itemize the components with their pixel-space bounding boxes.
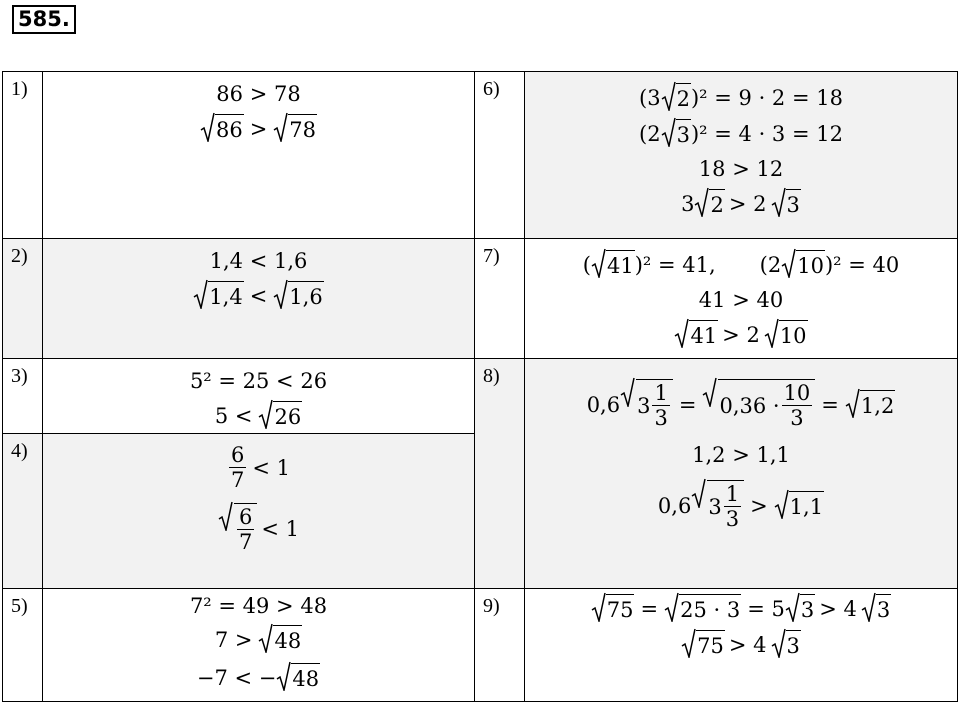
cell-8-line-1: 0,6 3 $\frac{1}{3}$ = 0,36 · $\frac{10}{3}$ = 1,2	[587, 379, 896, 430]
cell-5-solution	[42, 588, 475, 702]
cell-6-line-1: (3 2 )² = 9 · 2 = 18	[639, 83, 843, 113]
cell-9-line-1: 75 = 25 · 3 = 5 3 > 4 3	[591, 594, 891, 624]
cell-4-line-2: $\frac{6}{7}$ < 1	[218, 503, 299, 554]
cell-2-solution	[42, 238, 475, 359]
cell-4-number: 4)	[2, 433, 43, 589]
cell-4-line-1: $\frac{6}{7}$ < 1	[230, 443, 290, 492]
cell-6-solution	[524, 71, 958, 239]
cell-2-line-2: 1,4 < 1,6	[193, 281, 323, 311]
cell-4-solution	[42, 433, 475, 589]
cell-9-line-2: 75 > 4 3	[681, 630, 801, 660]
cell-1-line-1: 86 > 78	[216, 82, 301, 106]
cell-3-line-1: 5² = 25 < 26	[189, 369, 328, 393]
cell-7-solution	[524, 238, 958, 359]
cell-6-number: 6)	[474, 71, 525, 239]
cell-2-line-1: 1,4 < 1,6	[209, 249, 308, 273]
solution-table	[2, 71, 958, 702]
cell-5-line-2: 7 > 48	[215, 625, 302, 655]
cell-9-number: 9)	[474, 588, 525, 702]
cell-5-number: 5)	[2, 588, 43, 702]
cell-5-line-1: 7² = 49 > 48	[189, 594, 328, 618]
cell-9-solution	[524, 588, 958, 702]
cell-3-solution	[42, 358, 475, 434]
cell-8-line-2: 1,2 > 1,1	[692, 443, 790, 467]
cell-7-line-2: 41 > 40	[698, 288, 784, 312]
cell-6-line-3: 18 > 12	[698, 157, 784, 181]
cell-7-line-3: 41 > 2 10	[674, 320, 807, 350]
cell-6-line-4: 3 2 > 2 3	[681, 189, 801, 219]
cell-7-line-1: ( 41 )² = 41, (2 10 )² = 40	[583, 250, 899, 280]
cell-8-line-3: 0,6 3 $\frac{1}{3}$ > 1,1	[658, 480, 824, 531]
cell-1-line-2: 86 > 78	[200, 114, 317, 144]
cell-8-number: 8)	[474, 358, 525, 589]
cell-5-line-3: −7 < − 48	[197, 663, 320, 693]
cell-1-solution	[42, 71, 475, 239]
cell-1-number: 1)	[2, 71, 43, 239]
exercise-number: 585.	[12, 5, 76, 34]
cell-2-number: 2)	[2, 238, 43, 359]
cell-8-solution	[524, 358, 958, 589]
cell-3-line-2: 5 < 26	[215, 401, 302, 431]
cell-6-line-2: (2 3 )² = 4 · 3 = 12	[639, 119, 843, 149]
cell-3-number: 3)	[2, 358, 43, 434]
sqrt: 86	[200, 114, 244, 144]
cell-7-number: 7)	[474, 238, 525, 359]
sqrt: 78	[273, 114, 317, 144]
